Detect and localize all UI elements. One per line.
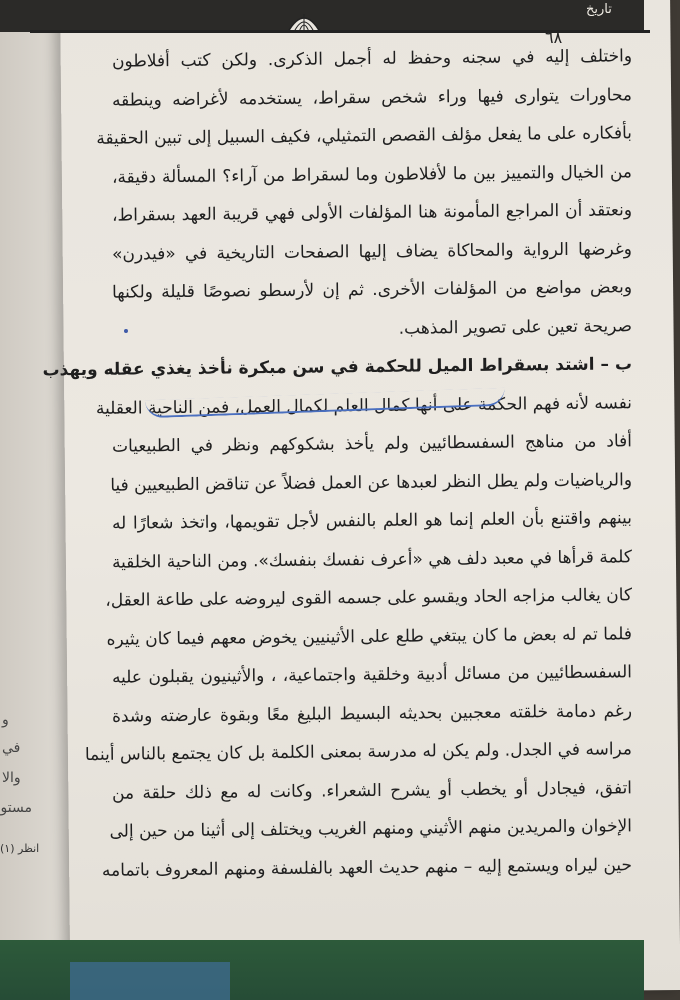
text-line: صريحة تعين على تصوير المذهب. xyxy=(398,315,633,339)
text-line: محاورات يتوارى فيها وراء شخص سقراط، يستخدمه لأغراضه وينطقه xyxy=(111,84,633,111)
text-line: من الخيال والتمييز بين ما لأفلاطون وما لسقراط من آراء؟ المسألة دقيقة، xyxy=(111,161,633,188)
text-line: فلما تم له بعض ما كان يبتغي طلع على الأثينيين يخوض معهم فيما كان يثيره xyxy=(106,623,633,650)
left-page-fragment: مستو xyxy=(0,800,32,816)
page-text xyxy=(42,40,633,887)
text-line: الإخوان والمريدين منهم الأثيني ومنهم الغريب ويختلف إلى أثينا من حين إلى xyxy=(109,816,633,842)
text-line: رغم دمامة خلقته معجبين بحديثه البسيط البليغ معًا وبقوة عارضته وشدة xyxy=(111,700,633,727)
left-page-fragment: و xyxy=(2,712,9,728)
left-page-footnote: (١) انظر xyxy=(0,842,40,855)
text-line: أفاد من مناهج السفسطائيين ولم يأخذ بشكوكهم ونظر في الطبيعيات xyxy=(111,431,633,457)
text-line: اتفق، فيجادل أو يخطب أو يشرح الشعراء. وكانت له مع ذلك حلقة من xyxy=(111,777,633,804)
text-line: واختلف إليه في سجنه وحفظ له أجمل الذكرى. ولكن كتب أفلاطون xyxy=(111,46,633,72)
text-line: السفسطائيين من مسائل أدبية وخلقية واجتماعية، ، والأثينيون يقبلون عليه xyxy=(111,662,633,688)
left-page-fragment: والا xyxy=(2,770,21,786)
text-line: وبعض مواضع من المؤلفات الأخرى. ثم إن لأرسطو نصوصًا قليلة ولكنها xyxy=(111,277,633,303)
text-line: والرياضيات ولم يطل النظر لعبدها عن العمل فضلاً عن تناقض الطبيعيين فيا xyxy=(110,469,633,496)
left-page-fragment: في xyxy=(2,740,21,756)
text-line: نفسه لأنه فهم الحكمة على أنها كمال العلم لكمال العمل، فمن الناحية العقلية xyxy=(95,392,633,419)
section-heading-line: ب – اشتد بسقراط الميل للحكمة في سن مبكرة نأخذ يغذي عقله ويهذب xyxy=(42,354,633,381)
text-line: حين ليراه ويستمع إليه – منهم حديث العهد بالفلسفة ومنهم المعروف باتمامه xyxy=(101,854,633,881)
text-line: وغرضها الرواية والمحاكاة يضاف إليها الصفحات التاريخية في «فيدرن» xyxy=(111,238,633,265)
running-title: تاريخ xyxy=(586,2,612,17)
background-object xyxy=(70,962,230,1000)
text-line: كان يغالب مزاجه الحاد ويقسو على جسمه القوى ليروضه على طاعة العقل، xyxy=(105,585,633,611)
page-number: ٦٨ xyxy=(545,28,563,47)
text-line: ونعتقد أن المراجع المأمونة هنا المؤلفات الأولى فهي قريبة العهد بسقراط، xyxy=(111,200,633,226)
text-line: كلمة قرأها في معبد دلف هي «أعرف نفسك بنفسك». ومن الناحية الخلقية xyxy=(111,546,633,573)
text-line: مراسه في الجدل. ولم يكن له مدرسة بمعنى الكلمة بل كان يجتمع بالناس أينما xyxy=(84,739,633,766)
text-line: بينهم واقتنع بأن العلم إنما هو العلم بالنفس لأجل تقويمها، واتخذ شعارًا له xyxy=(111,508,633,534)
ink-mark xyxy=(124,329,128,333)
text-line: بأفكاره على ما يفعل مؤلف القصص التمثيلي، فكيف السبيل إلى تبين الحقيقة xyxy=(96,123,633,149)
